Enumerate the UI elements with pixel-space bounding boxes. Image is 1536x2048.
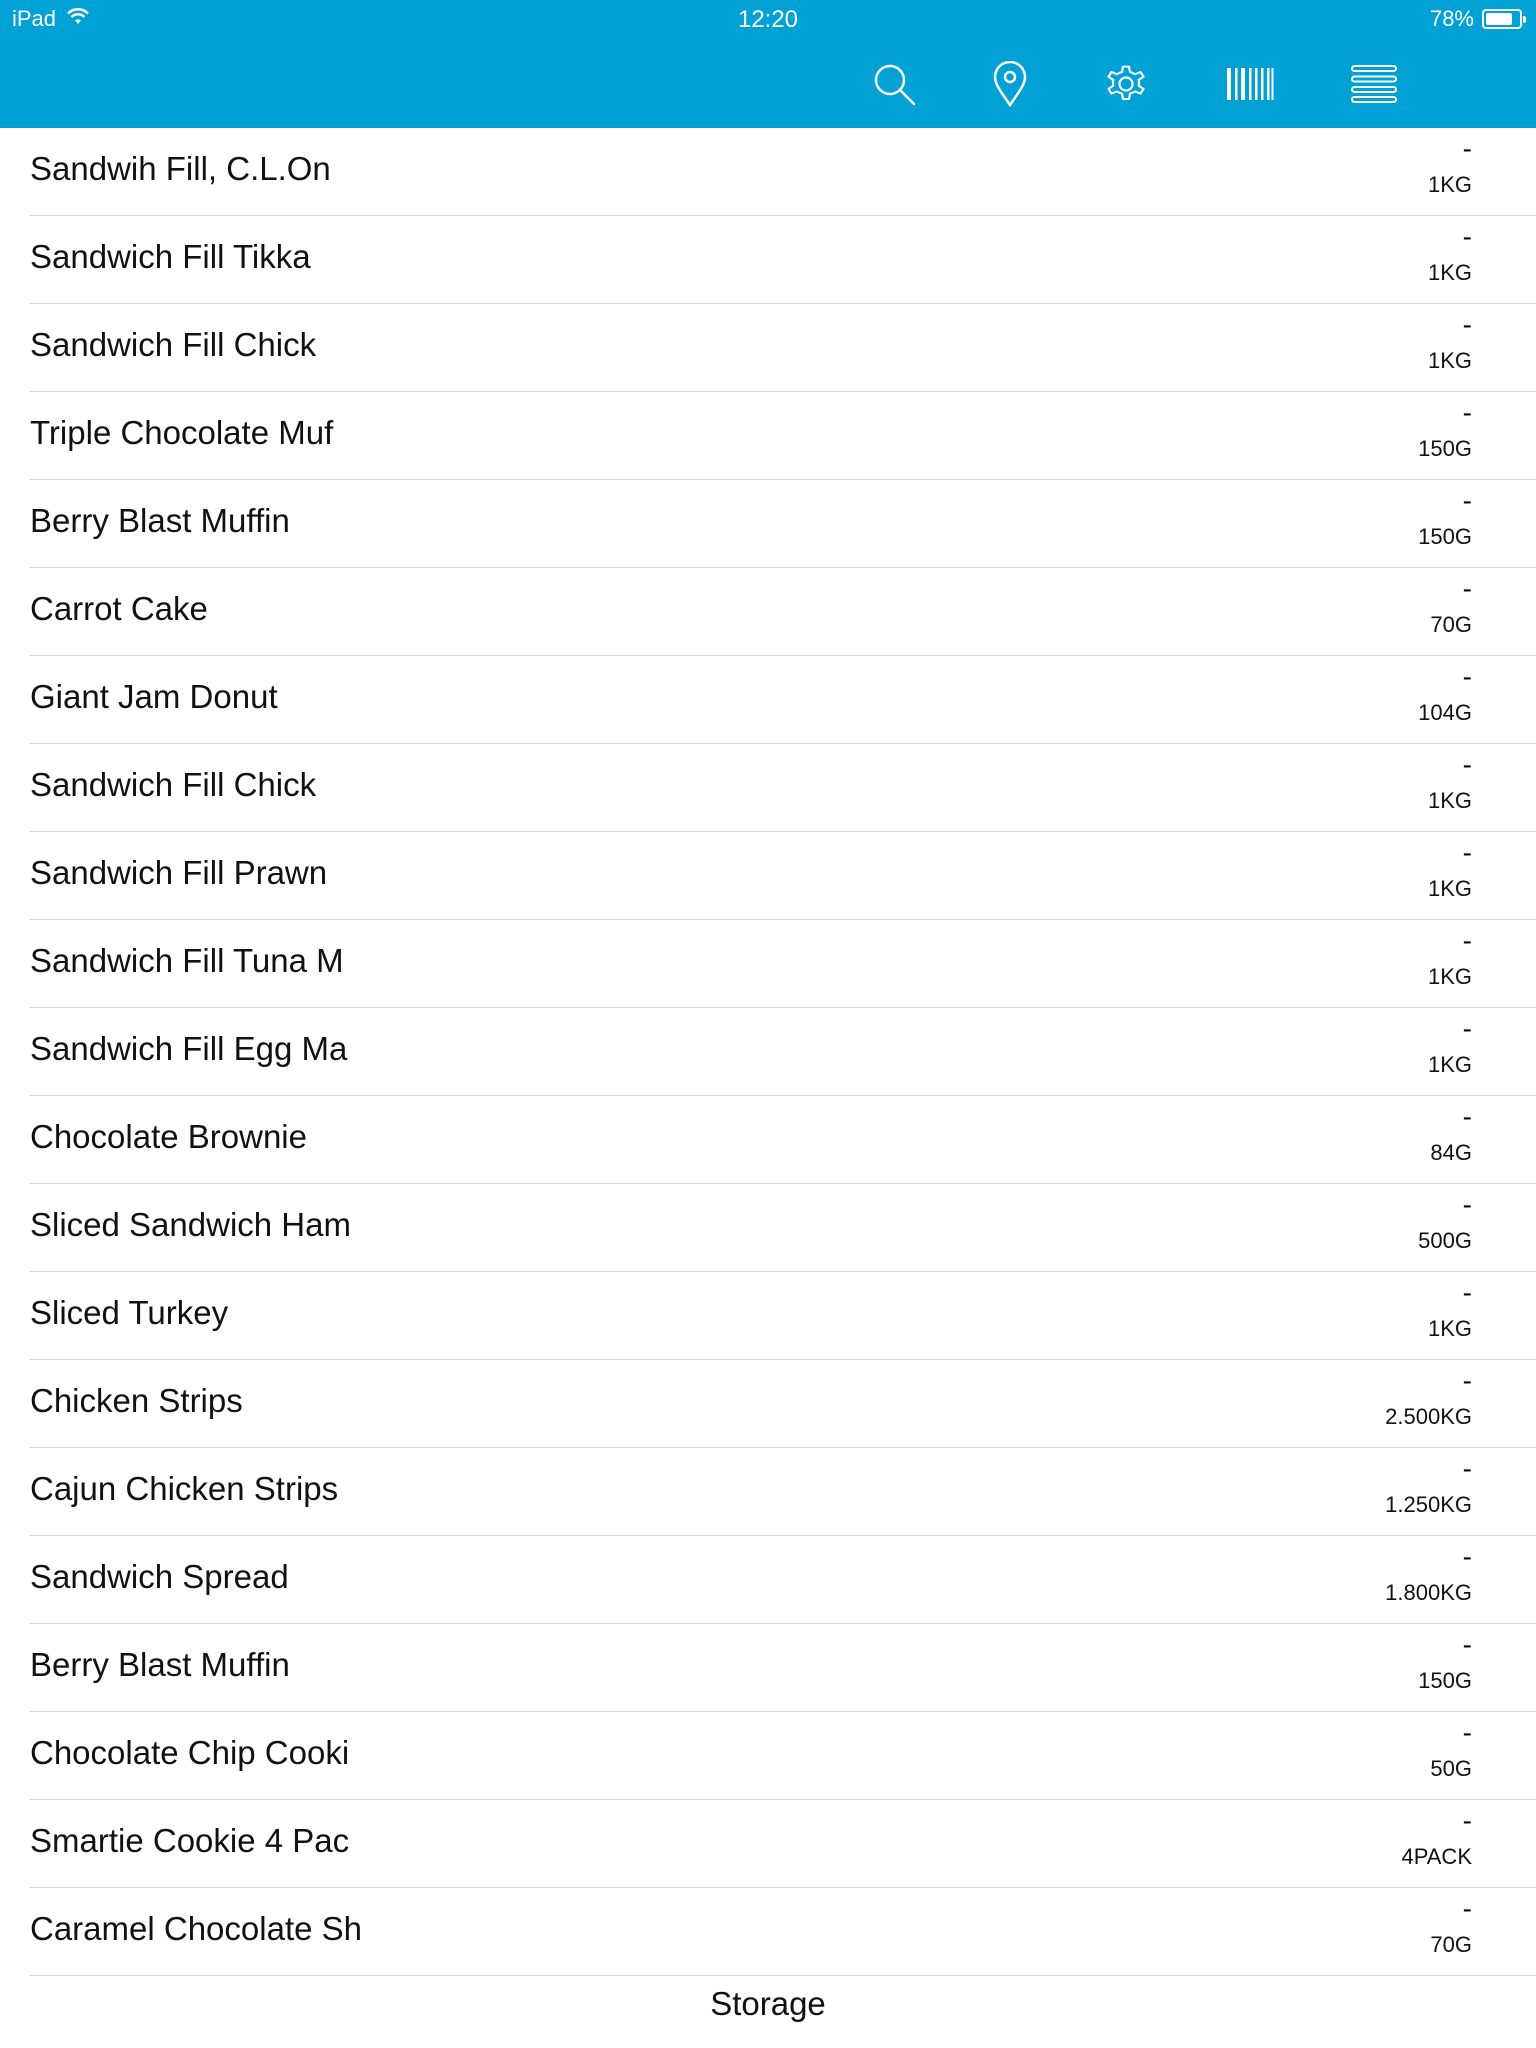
list-item[interactable] <box>30 744 1536 832</box>
top-bar <box>0 0 1536 128</box>
list-item[interactable] <box>30 392 1536 480</box>
item-size: 500G <box>1418 1228 1472 1253</box>
list-item[interactable] <box>30 1712 1536 1800</box>
item-size: 1KG <box>1427 1316 1472 1341</box>
item-size: 150G <box>1418 524 1472 549</box>
item-name: Cajun Chicken Strips <box>30 1470 339 1507</box>
item-value-dash: - <box>1462 1453 1472 1484</box>
item-size: 84G <box>1430 1140 1472 1165</box>
item-name: Sandwih Fill, C.L.On <box>30 150 331 187</box>
item-name: Sliced Turkey <box>30 1294 229 1331</box>
list-item[interactable] <box>30 480 1536 568</box>
item-value-dash: - <box>1462 661 1472 692</box>
item-name: Berry Blast Muffin <box>30 502 290 539</box>
list-item[interactable] <box>30 128 1536 216</box>
item-value-dash: - <box>1462 221 1472 252</box>
item-size: 1KG <box>1427 876 1472 901</box>
item-size: 1KG <box>1427 260 1472 285</box>
item-value-dash: - <box>1462 925 1472 956</box>
item-name: Sandwich Fill Prawn <box>30 854 328 891</box>
item-name: Giant Jam Donut <box>30 678 278 715</box>
item-value-dash: - <box>1462 1805 1472 1836</box>
item-size: 1KG <box>1427 172 1472 197</box>
list-item[interactable] <box>30 1888 1536 1976</box>
item-size: 50G <box>1430 1756 1472 1781</box>
location-pin-icon <box>992 61 1028 107</box>
list-item[interactable] <box>30 1624 1536 1712</box>
list-item[interactable] <box>30 1448 1536 1536</box>
item-value-dash: - <box>1462 1541 1472 1572</box>
location-button[interactable] <box>978 52 1042 116</box>
settings-button[interactable] <box>1094 52 1158 116</box>
toolbar <box>836 52 1536 116</box>
item-size: 1KG <box>1427 1052 1472 1077</box>
item-size: 150G <box>1418 1668 1472 1693</box>
list-item[interactable] <box>30 304 1536 392</box>
item-value-dash: - <box>1462 749 1472 780</box>
gear-icon <box>1102 60 1150 108</box>
list-item[interactable] <box>30 920 1536 1008</box>
item-value-dash: - <box>1462 1013 1472 1044</box>
menu-icon <box>1351 65 1397 103</box>
device-label: iPad <box>12 6 57 31</box>
list-item[interactable] <box>30 568 1536 656</box>
list-item[interactable] <box>30 1536 1536 1624</box>
item-size: 1KG <box>1427 788 1472 813</box>
item-size: 70G <box>1430 612 1472 637</box>
item-size: 150G <box>1418 436 1472 461</box>
item-value-dash: - <box>1462 1629 1472 1660</box>
list-item[interactable] <box>30 1360 1536 1448</box>
barcode-icon <box>1226 66 1274 102</box>
list-item[interactable] <box>30 832 1536 920</box>
list-item[interactable] <box>30 1008 1536 1096</box>
list-item[interactable] <box>30 1800 1536 1888</box>
item-name: Smartie Cookie 4 Pac <box>30 1822 350 1859</box>
list-item[interactable] <box>30 656 1536 744</box>
item-name: Sandwich Fill Tuna M <box>30 942 344 979</box>
item-size: 1.800KG <box>1385 1580 1472 1605</box>
menu-button[interactable] <box>1342 52 1406 116</box>
item-value-dash: - <box>1462 573 1472 604</box>
item-value-dash: - <box>1462 1277 1472 1308</box>
item-name: Chocolate Chip Cooki <box>30 1734 350 1771</box>
item-name: Sandwich Fill Chick <box>30 326 317 363</box>
search-icon <box>870 60 918 108</box>
barcode-scan-button[interactable] <box>1218 52 1282 116</box>
footer-storage-label[interactable]: Storage <box>710 1985 826 2022</box>
item-value-dash: - <box>1462 485 1472 516</box>
search-button[interactable] <box>862 52 926 116</box>
item-size: 2.500KG <box>1385 1404 1472 1429</box>
item-value-dash: - <box>1462 397 1472 428</box>
item-value-dash: - <box>1462 1365 1472 1396</box>
status-time: 12:20 <box>737 6 799 33</box>
item-name: Sandwich Fill Tikka <box>30 238 311 275</box>
item-name: Carrot Cake <box>30 590 208 627</box>
item-name: Chocolate Brownie <box>30 1118 307 1155</box>
item-value-dash: - <box>1462 1717 1472 1748</box>
item-name: Triple Chocolate Muf <box>30 414 334 451</box>
item-value-dash: - <box>1462 309 1472 340</box>
item-size: 1KG <box>1427 348 1472 373</box>
item-size: 70G <box>1430 1932 1472 1957</box>
item-value-dash: - <box>1462 1101 1472 1132</box>
item-name: Berry Blast Muffin <box>30 1646 290 1683</box>
item-size: 4PACK <box>1401 1844 1472 1869</box>
list-item[interactable] <box>30 1096 1536 1184</box>
list-item[interactable] <box>30 1184 1536 1272</box>
battery-percent: 78% <box>1429 6 1474 31</box>
battery-icon <box>1482 9 1522 29</box>
item-value-dash: - <box>1462 1189 1472 1220</box>
item-value-dash: - <box>1462 133 1472 164</box>
item-name: Sandwich Spread <box>30 1558 289 1595</box>
item-value-dash: - <box>1462 837 1472 868</box>
item-list <box>0 128 1536 1976</box>
status-bar <box>0 0 1536 40</box>
item-name: Sliced Sandwich Ham <box>30 1206 351 1243</box>
item-name: Caramel Chocolate Sh <box>30 1910 362 1947</box>
item-value-dash: - <box>1462 1893 1472 1924</box>
item-size: 1KG <box>1427 964 1472 989</box>
list-item[interactable] <box>30 216 1536 304</box>
item-name: Sandwich Fill Egg Ma <box>30 1030 348 1067</box>
item-size: 1.250KG <box>1385 1492 1472 1517</box>
item-name: Chicken Strips <box>30 1382 243 1419</box>
list-item[interactable] <box>30 1272 1536 1360</box>
item-size: 104G <box>1418 700 1472 725</box>
item-name: Sandwich Fill Chick <box>30 766 317 803</box>
